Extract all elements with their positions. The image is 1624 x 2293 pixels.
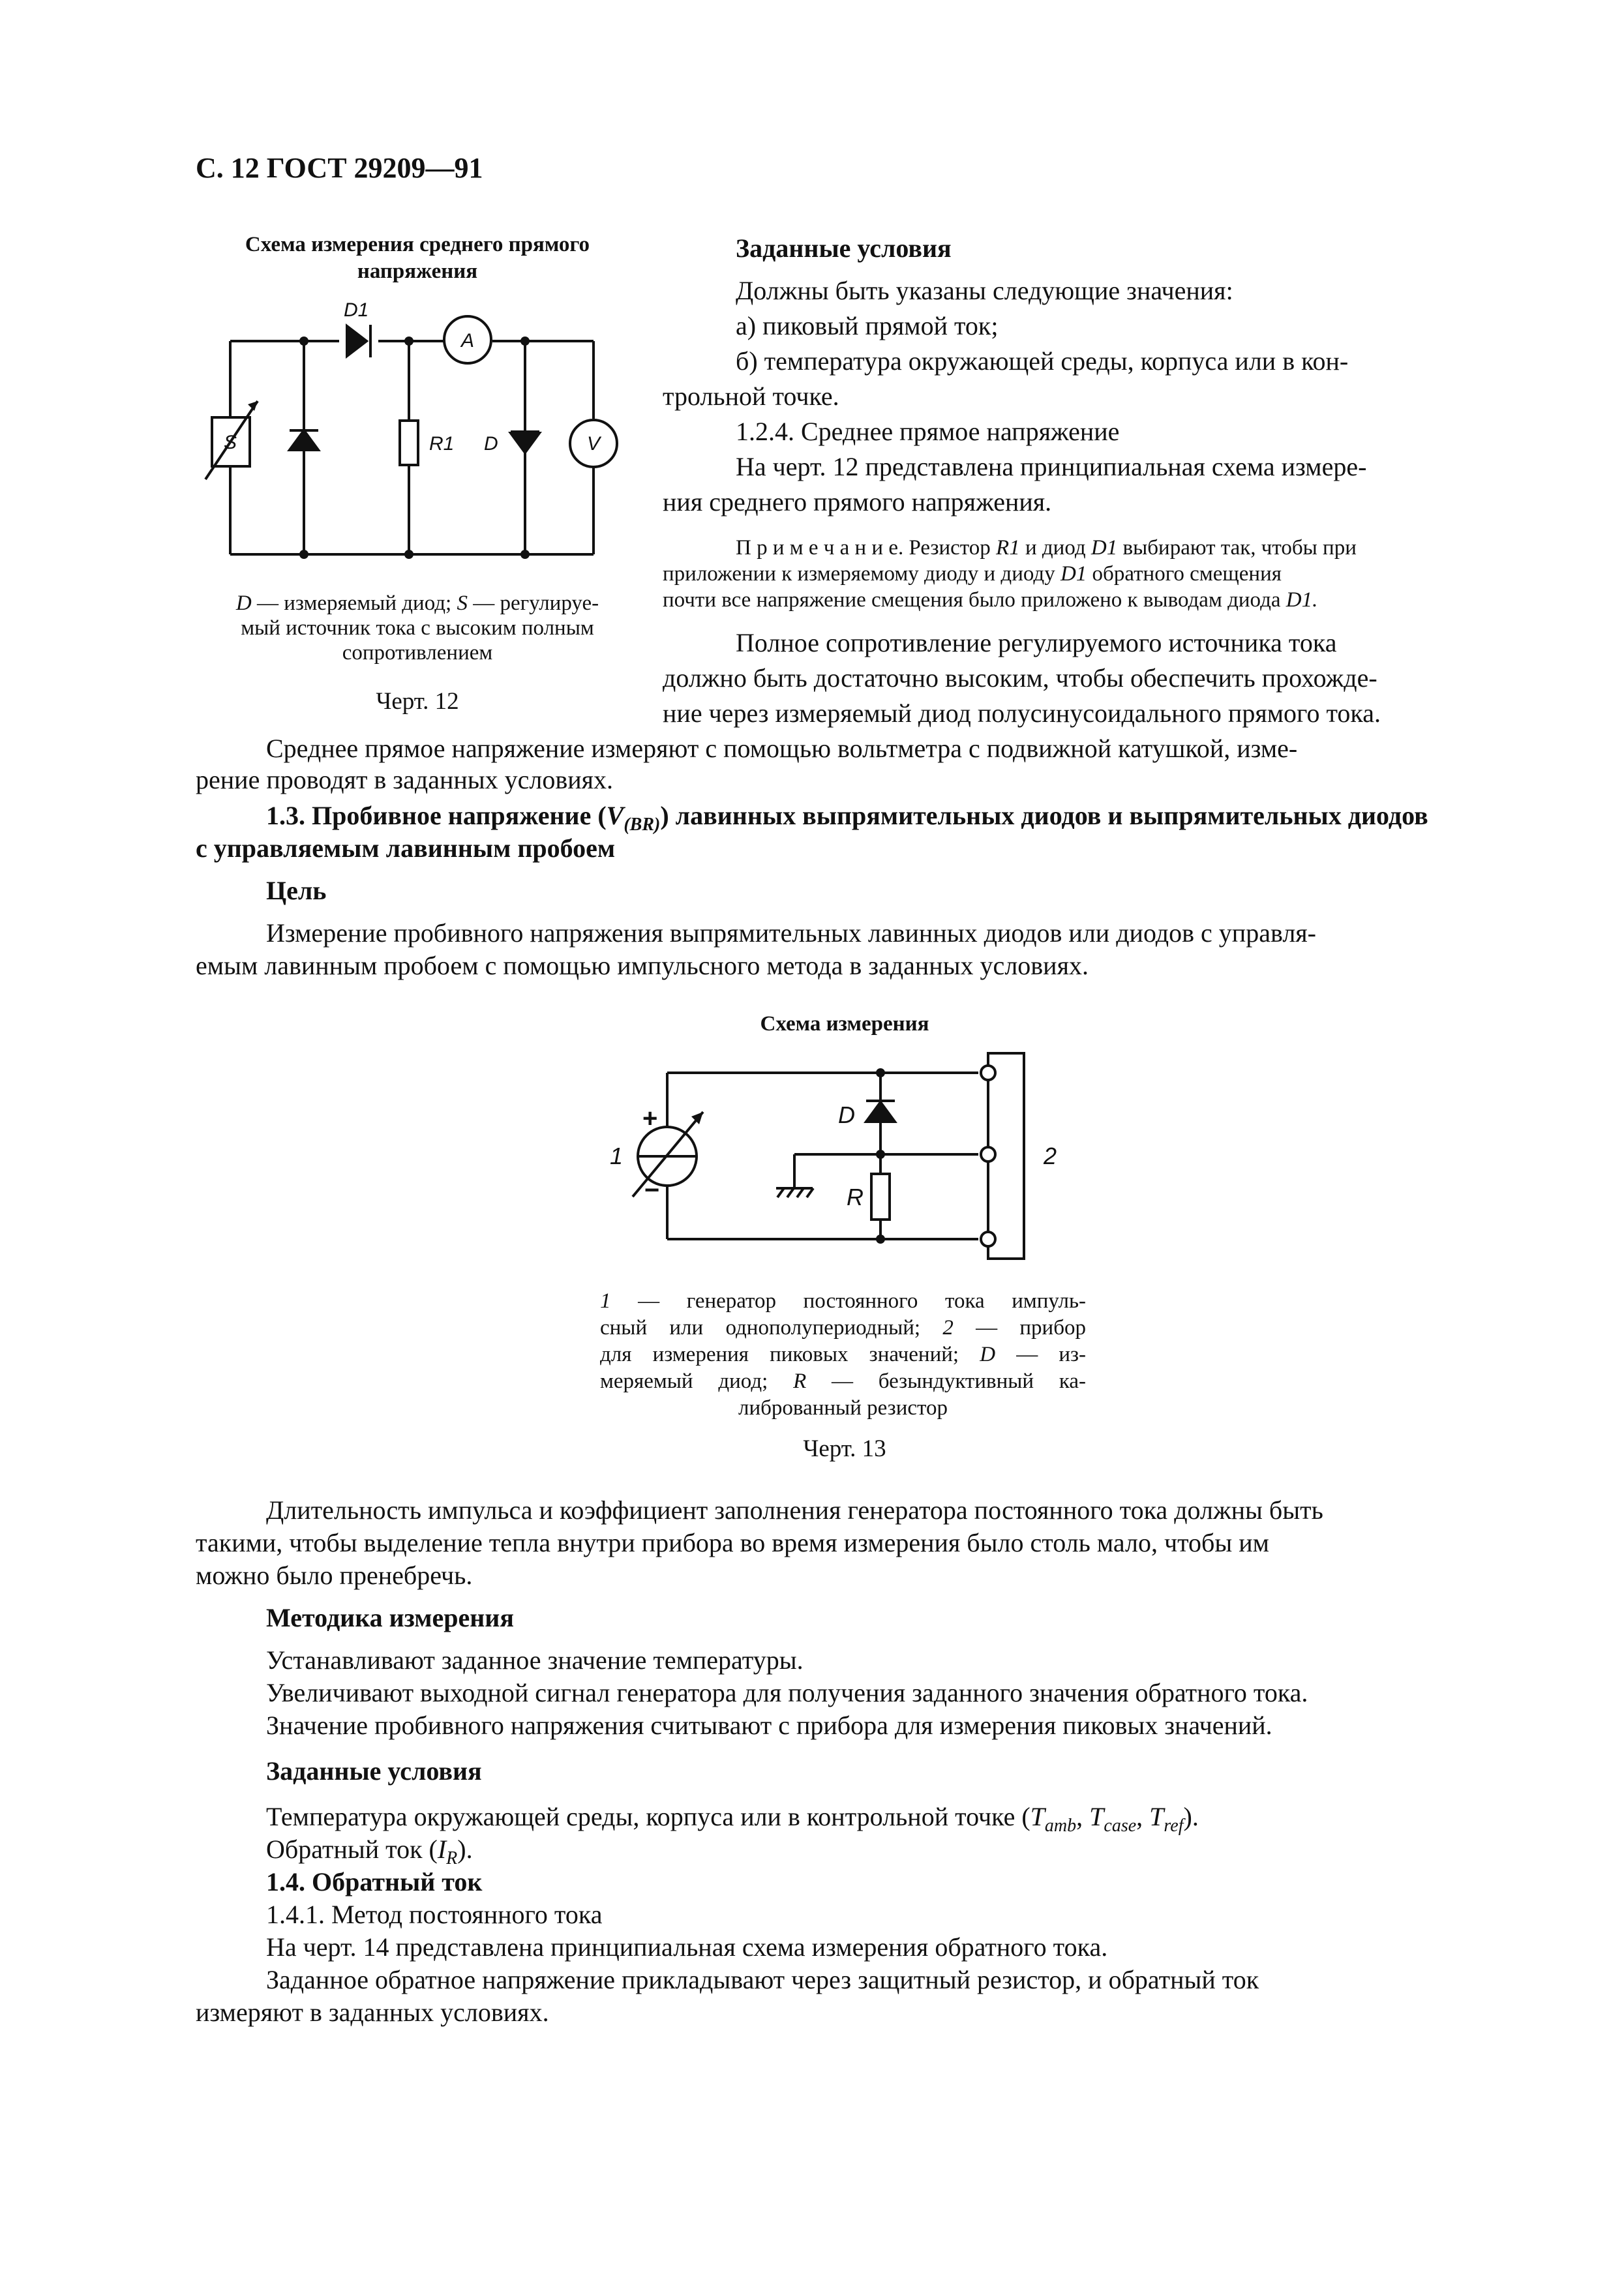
fig12-circuit-diagram — [196, 287, 639, 574]
pulse-line1: Длительность импульса и коэффициент заполнения генератора постоянного тока должны быть — [266, 1495, 1323, 1525]
fig12-label-a: A — [461, 330, 475, 352]
fig12-label-d1: D1 — [344, 299, 369, 321]
fig13-label-1: 1 — [610, 1143, 624, 1169]
goal-line2: емым лавинным пробоем с помощью импульсного метода в заданных условиях. — [196, 951, 1089, 980]
right-p1: Должны быть указаны следующие значения: — [736, 276, 1233, 305]
full-resistance-line2: должно быть достаточно высоким, чтобы обеспечить прохожде- — [663, 663, 1377, 693]
conditions-temperature: Температура окружающей среды, корпуса или в контрольной точке ($T_{amb}$, $T_{case}$, $T_{ref}$). — [266, 1802, 1199, 1836]
note-line3: почти все напряжение смещения было приложено к выводам диода D1. — [663, 588, 1318, 612]
pulse-line2: такими, чтобы выделение тепла внутри прибора во время измерения было столь мало, чтобы им — [196, 1528, 1269, 1557]
right-heading-given-conditions: Заданные условия — [736, 233, 952, 263]
last-line1: Заданное обратное напряжение прикладывают через защитный резистор, и обратный ток — [266, 1965, 1259, 1994]
goal-heading: Цель — [266, 876, 327, 905]
fig12-legend-line1: D — измеряемый диод; S — регулируе- — [235, 592, 599, 615]
conditions-reverse-current: Обратный ток $(I_R)$. — [266, 1835, 473, 1868]
fig12-caption: Черт. 12 — [376, 688, 459, 715]
avg-voltage-line1: Среднее прямое напряжение измеряют с помощью вольтметра с подвижной катушкой, изме- — [266, 734, 1298, 763]
pulse-line3: можно было пренебречь. — [196, 1561, 473, 1590]
section-1-3-line2: с управляемым лавинным пробоем — [196, 833, 616, 863]
method-heading: Методика измерения — [266, 1603, 514, 1632]
conditions-heading: Заданные условия — [266, 1756, 482, 1786]
right-item-b-line2: трольной точке. — [663, 382, 839, 411]
fig12-label-d: D — [484, 433, 498, 455]
method-step-1: Устанавливают заданное значение температуры. — [266, 1645, 804, 1675]
fig12-label-s: S — [224, 432, 237, 453]
page-header: С. 12 ГОСТ 29209—91 — [196, 152, 483, 184]
fig12-legend-line3: сопротивлением — [342, 641, 493, 665]
fig13-legend: 1 — генератор постоянного тока импуль- сный или однополупериодный; 2 — прибор для измерения пиковых значений; D — из- меряемый диод; R — безындуктивный ка- либрованный резистор — [600, 1289, 1087, 1420]
fig12-label-r1: R1 — [429, 433, 455, 455]
right-p-line1: На черт. 12 представлена принципиальная схема измере- — [736, 452, 1367, 481]
fig12-legend-line2: мый источник тока с высоким полным — [241, 616, 594, 640]
right-item-a: а) пиковый прямой ток; — [736, 311, 999, 340]
fig13-title: Схема измерения — [760, 1012, 929, 1036]
fig12-label-v: V — [587, 433, 601, 455]
fig14-reference: На черт. 14 представлена принципиальная схема измерения обратного тока. — [266, 1932, 1108, 1962]
section-1-4-1: 1.4.1. Метод постоянного тока — [266, 1900, 603, 1929]
fig13-circuit-diagram — [587, 1043, 1102, 1265]
fig13-caption: Черт. 13 — [803, 1435, 886, 1462]
fig12-title-line2: напряжения — [357, 260, 478, 283]
note-line2: приложении к измеряемому диоду и диоду D1 обратного смещения — [663, 562, 1282, 586]
last-line2: измеряют в заданных условиях. — [196, 1998, 549, 2027]
section-1-3-line1: 1.3. Пробивное напряжение $(V_{(BR)})$ лавинных выпрямительных диодов и выпрямительных диодов — [266, 801, 1428, 835]
section-1-2-4: 1.2.4. Среднее прямое напряжение — [736, 417, 1120, 446]
note-line1: П р и м е ч а н и е. Резистор R1 и диод D1 выбирают так, чтобы при — [736, 536, 1357, 560]
fig13-label-minus: − — [644, 1176, 660, 1205]
fig13-label-2: 2 — [1044, 1143, 1057, 1169]
fig13-label-r: R — [847, 1184, 864, 1210]
full-resistance-line3: ние через измеряемый диод полусинусоидального прямого тока. — [663, 698, 1381, 728]
avg-voltage-line2: рение проводят в заданных условиях. — [196, 765, 614, 794]
fig13-label-plus: + — [642, 1104, 658, 1133]
goal-line1: Измерение пробивного напряжения выпрямительных лавинных диодов или диодов с управля- — [266, 918, 1316, 948]
section-1-4: 1.4. Обратный ток — [266, 1867, 483, 1896]
fig12-title-line1: Схема измерения среднего прямого — [245, 233, 590, 256]
method-step-3: Значение пробивного напряжения считывают с прибора для измерения пиковых значений. — [266, 1711, 1272, 1740]
fig13-label-d: D — [838, 1102, 855, 1128]
full-resistance-line1: Полное сопротивление регулируемого источника тока — [736, 628, 1337, 657]
right-item-b-line1: б) температура окружающей среды, корпуса или в кон- — [736, 346, 1349, 376]
right-p-line2: ния среднего прямого напряжения. — [663, 487, 1052, 517]
method-step-2: Увеличивают выходной сигнал генератора для получения заданного значения обратного тока. — [266, 1678, 1308, 1707]
